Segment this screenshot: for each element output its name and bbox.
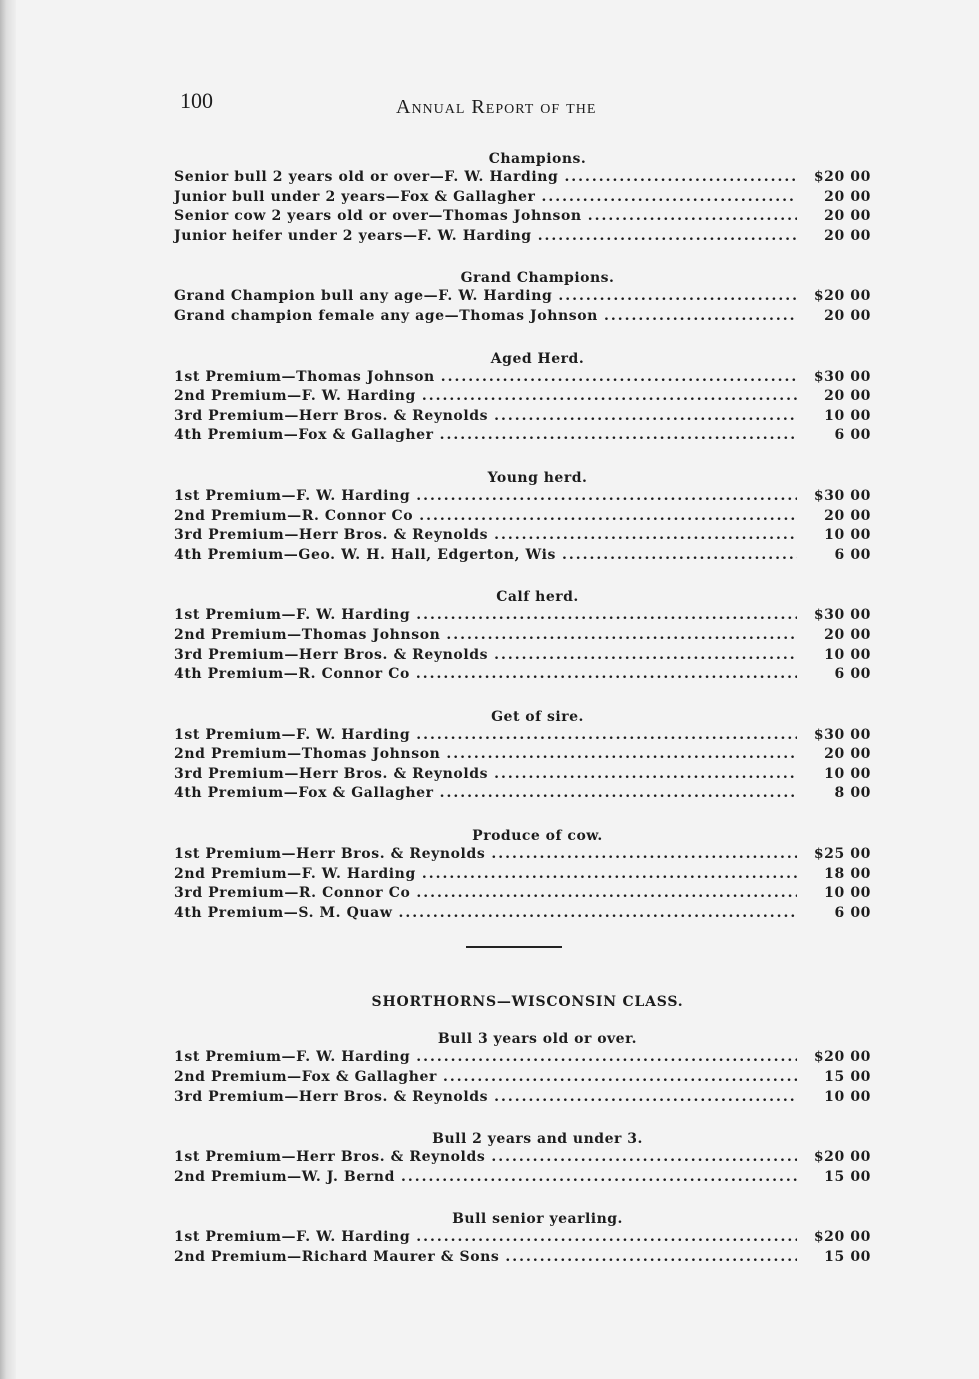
award-label: 4th Premium—R. Connor Co bbox=[174, 666, 410, 683]
award-amount: 6 00 bbox=[834, 427, 871, 444]
award-row bbox=[160, 169, 875, 189]
award-row bbox=[160, 488, 875, 508]
award-amount: $20 00 bbox=[813, 1229, 871, 1246]
award-section bbox=[160, 1130, 875, 1188]
award-amount: 15 00 bbox=[824, 1249, 871, 1265]
award-label: 2nd Premium—Fox & Gallagher bbox=[174, 1069, 437, 1086]
award-amount: 20 00 bbox=[824, 626, 871, 643]
award-label: 1st Premium—Herr Bros. & Reynolds bbox=[174, 846, 486, 863]
award-row bbox=[160, 208, 875, 228]
section-title: Bull senior yearling. bbox=[452, 1211, 623, 1228]
dot-leader bbox=[558, 288, 797, 304]
dot-leader bbox=[505, 1249, 797, 1265]
award-amount: $20 00 bbox=[813, 288, 871, 305]
dot-leader bbox=[416, 1049, 797, 1065]
award-row bbox=[160, 1229, 875, 1249]
award-label: 1st Premium—F. W. Harding bbox=[174, 607, 411, 624]
award-label: Senior bull 2 years old or over—F. W. Harding bbox=[174, 169, 559, 185]
dot-leader bbox=[416, 607, 797, 623]
award-label: Junior heifer under 2 years—F. W. Harding bbox=[174, 227, 532, 244]
section-title: Champions. bbox=[488, 151, 587, 167]
dot-leader bbox=[422, 388, 797, 404]
award-label: 1st Premium—Herr Bros. & Reynolds bbox=[174, 1149, 486, 1166]
dot-leader bbox=[416, 1229, 797, 1245]
award-label: 1st Premium—F. W. Harding bbox=[174, 726, 411, 743]
award-label: Senior cow 2 years old or over—Thomas Johnson bbox=[174, 208, 582, 225]
award-row bbox=[160, 607, 875, 627]
award-label: 2nd Premium—R. Connor Co bbox=[174, 507, 414, 524]
section-divider-rule bbox=[466, 946, 562, 948]
award-label: 1st Premium—F. W. Harding bbox=[174, 1049, 411, 1066]
dot-leader bbox=[399, 905, 798, 921]
award-row bbox=[160, 427, 875, 447]
award-label: 3rd Premium—Herr Bros. & Reynolds bbox=[174, 646, 489, 663]
dot-leader bbox=[564, 169, 797, 185]
award-row bbox=[160, 547, 875, 567]
page-binding-edge bbox=[0, 0, 16, 1379]
award-amount: $30 00 bbox=[813, 607, 871, 624]
award-amount: $25 00 bbox=[813, 846, 871, 863]
section-title: Young herd. bbox=[487, 469, 588, 486]
award-label: 2nd Premium—F. W. Harding bbox=[174, 388, 416, 405]
award-amount: 10 00 bbox=[824, 885, 871, 902]
award-row bbox=[160, 866, 875, 886]
award-row bbox=[160, 885, 875, 905]
award-amount: 6 00 bbox=[834, 666, 871, 683]
award-row bbox=[160, 846, 875, 866]
award-amount: 10 00 bbox=[824, 1088, 871, 1105]
award-label: 3rd Premium—R. Connor Co bbox=[174, 885, 411, 902]
dot-leader bbox=[562, 547, 797, 563]
award-label: 2nd Premium—Richard Maurer & Sons bbox=[174, 1249, 500, 1265]
dot-leader bbox=[494, 527, 797, 543]
award-row bbox=[160, 746, 875, 766]
award-amount: 6 00 bbox=[834, 546, 871, 563]
running-head: Annual Report of the bbox=[396, 96, 597, 118]
award-label: 1st Premium—F. W. Harding bbox=[174, 487, 411, 504]
award-label: 2nd Premium—F. W. Harding bbox=[174, 865, 416, 882]
award-label: 3rd Premium—Herr Bros. & Reynolds bbox=[174, 1088, 489, 1105]
award-amount: 20 00 bbox=[824, 208, 871, 225]
dot-leader bbox=[401, 1169, 797, 1185]
award-label: 2nd Premium—W. J. Bernd bbox=[174, 1168, 395, 1185]
award-amount: 20 00 bbox=[824, 227, 871, 244]
award-section bbox=[160, 269, 875, 327]
award-amount: $20 00 bbox=[813, 1049, 871, 1066]
award-amount: 15 00 bbox=[824, 1168, 871, 1185]
section-title: Aged Herd. bbox=[490, 350, 585, 367]
dot-leader bbox=[494, 766, 797, 782]
dot-leader bbox=[491, 846, 797, 862]
award-amount: 20 00 bbox=[824, 388, 871, 405]
award-row bbox=[160, 508, 875, 528]
dot-leader bbox=[416, 488, 797, 504]
award-row bbox=[160, 228, 875, 248]
award-amount: $30 00 bbox=[813, 487, 871, 504]
award-section bbox=[160, 708, 875, 805]
premium-list bbox=[160, 150, 875, 1291]
award-label: 2nd Premium—Thomas Johnson bbox=[174, 746, 441, 763]
award-label: 3rd Premium—Herr Bros. & Reynolds bbox=[174, 527, 489, 544]
award-amount: 20 00 bbox=[824, 746, 871, 763]
wisconsin-class-sections bbox=[160, 1030, 875, 1268]
award-row bbox=[160, 766, 875, 786]
dot-leader bbox=[443, 1069, 797, 1085]
award-amount: 10 00 bbox=[824, 765, 871, 782]
award-amount: $20 00 bbox=[813, 169, 871, 185]
award-row bbox=[160, 369, 875, 389]
class-heading: SHORTHORNS—WISCONSIN CLASS. bbox=[371, 994, 684, 1011]
award-amount: 10 00 bbox=[824, 527, 871, 544]
dot-leader bbox=[604, 308, 797, 324]
dot-leader bbox=[494, 408, 797, 424]
award-amount: 15 00 bbox=[824, 1069, 871, 1086]
award-row bbox=[160, 905, 875, 925]
award-row bbox=[160, 666, 875, 686]
page-number: 100 bbox=[180, 88, 213, 113]
award-row bbox=[160, 288, 875, 308]
dot-leader bbox=[494, 1089, 797, 1105]
award-amount: $30 00 bbox=[813, 726, 871, 743]
award-amount: $20 00 bbox=[813, 1149, 871, 1166]
section-title: Bull 3 years old or over. bbox=[437, 1031, 638, 1048]
award-row bbox=[160, 189, 875, 209]
award-amount: $30 00 bbox=[813, 368, 871, 385]
section-title: Grand Champions. bbox=[460, 270, 615, 287]
award-label: 3rd Premium—Herr Bros. & Reynolds bbox=[174, 765, 489, 782]
dot-leader bbox=[440, 785, 797, 801]
award-section bbox=[160, 1210, 875, 1268]
award-row bbox=[160, 388, 875, 408]
award-label: 1st Premium—Thomas Johnson bbox=[174, 368, 435, 385]
award-row bbox=[160, 1249, 875, 1269]
award-row bbox=[160, 1049, 875, 1069]
award-label: Junior bull under 2 years—Fox & Gallagher bbox=[174, 188, 536, 205]
award-section bbox=[160, 469, 875, 566]
award-amount: 10 00 bbox=[824, 646, 871, 663]
dot-leader bbox=[440, 427, 797, 443]
award-row bbox=[160, 727, 875, 747]
award-row bbox=[160, 627, 875, 647]
award-amount: 20 00 bbox=[824, 188, 871, 205]
award-row bbox=[160, 408, 875, 428]
dot-leader bbox=[542, 189, 798, 205]
dot-leader bbox=[538, 228, 797, 244]
award-section bbox=[160, 350, 875, 447]
dot-leader bbox=[422, 866, 797, 882]
award-label: Grand Champion bull any age—F. W. Harding bbox=[174, 288, 553, 305]
award-row bbox=[160, 785, 875, 805]
award-row bbox=[160, 1069, 875, 1089]
award-row bbox=[160, 1089, 875, 1109]
award-section bbox=[160, 1030, 875, 1108]
award-section bbox=[160, 150, 875, 247]
award-section bbox=[160, 588, 875, 685]
dot-leader bbox=[416, 727, 797, 743]
award-row bbox=[160, 527, 875, 547]
award-label: 4th Premium—S. M. Quaw bbox=[174, 904, 393, 921]
award-label: 3rd Premium—Herr Bros. & Reynolds bbox=[174, 407, 489, 424]
dot-leader bbox=[491, 1149, 797, 1165]
dot-leader bbox=[446, 746, 797, 762]
dot-leader bbox=[588, 208, 797, 224]
award-label: 4th Premium—Fox & Gallagher bbox=[174, 785, 434, 802]
section-title: Get of sire. bbox=[491, 708, 584, 725]
dot-leader bbox=[446, 627, 797, 643]
dot-leader bbox=[441, 369, 797, 385]
award-label: 2nd Premium—Thomas Johnson bbox=[174, 626, 441, 643]
dot-leader bbox=[416, 885, 797, 901]
award-label: Grand champion female any age—Thomas Johnson bbox=[174, 307, 598, 324]
award-amount: 18 00 bbox=[824, 865, 871, 882]
award-row bbox=[160, 1149, 875, 1169]
section-title: Calf herd. bbox=[496, 589, 579, 606]
section-title: Bull 2 years and under 3. bbox=[432, 1131, 643, 1148]
award-amount: 10 00 bbox=[824, 407, 871, 424]
award-row bbox=[160, 647, 875, 667]
award-label: 1st Premium—F. W. Harding bbox=[174, 1229, 411, 1246]
award-label: 4th Premium—Geo. W. H. Hall, Edgerton, Wis bbox=[174, 546, 556, 563]
award-section bbox=[160, 827, 875, 924]
section-title: Produce of cow. bbox=[472, 828, 603, 845]
award-row bbox=[160, 1169, 875, 1189]
award-amount: 20 00 bbox=[824, 307, 871, 324]
cattle-award-sections bbox=[160, 150, 875, 924]
award-amount: 8 00 bbox=[834, 785, 871, 802]
dot-leader bbox=[419, 508, 797, 524]
award-amount: 6 00 bbox=[834, 904, 871, 921]
award-amount: 20 00 bbox=[824, 507, 871, 524]
dot-leader bbox=[494, 647, 797, 663]
award-label: 4th Premium—Fox & Gallagher bbox=[174, 427, 434, 444]
award-row bbox=[160, 308, 875, 328]
dot-leader bbox=[416, 666, 797, 682]
